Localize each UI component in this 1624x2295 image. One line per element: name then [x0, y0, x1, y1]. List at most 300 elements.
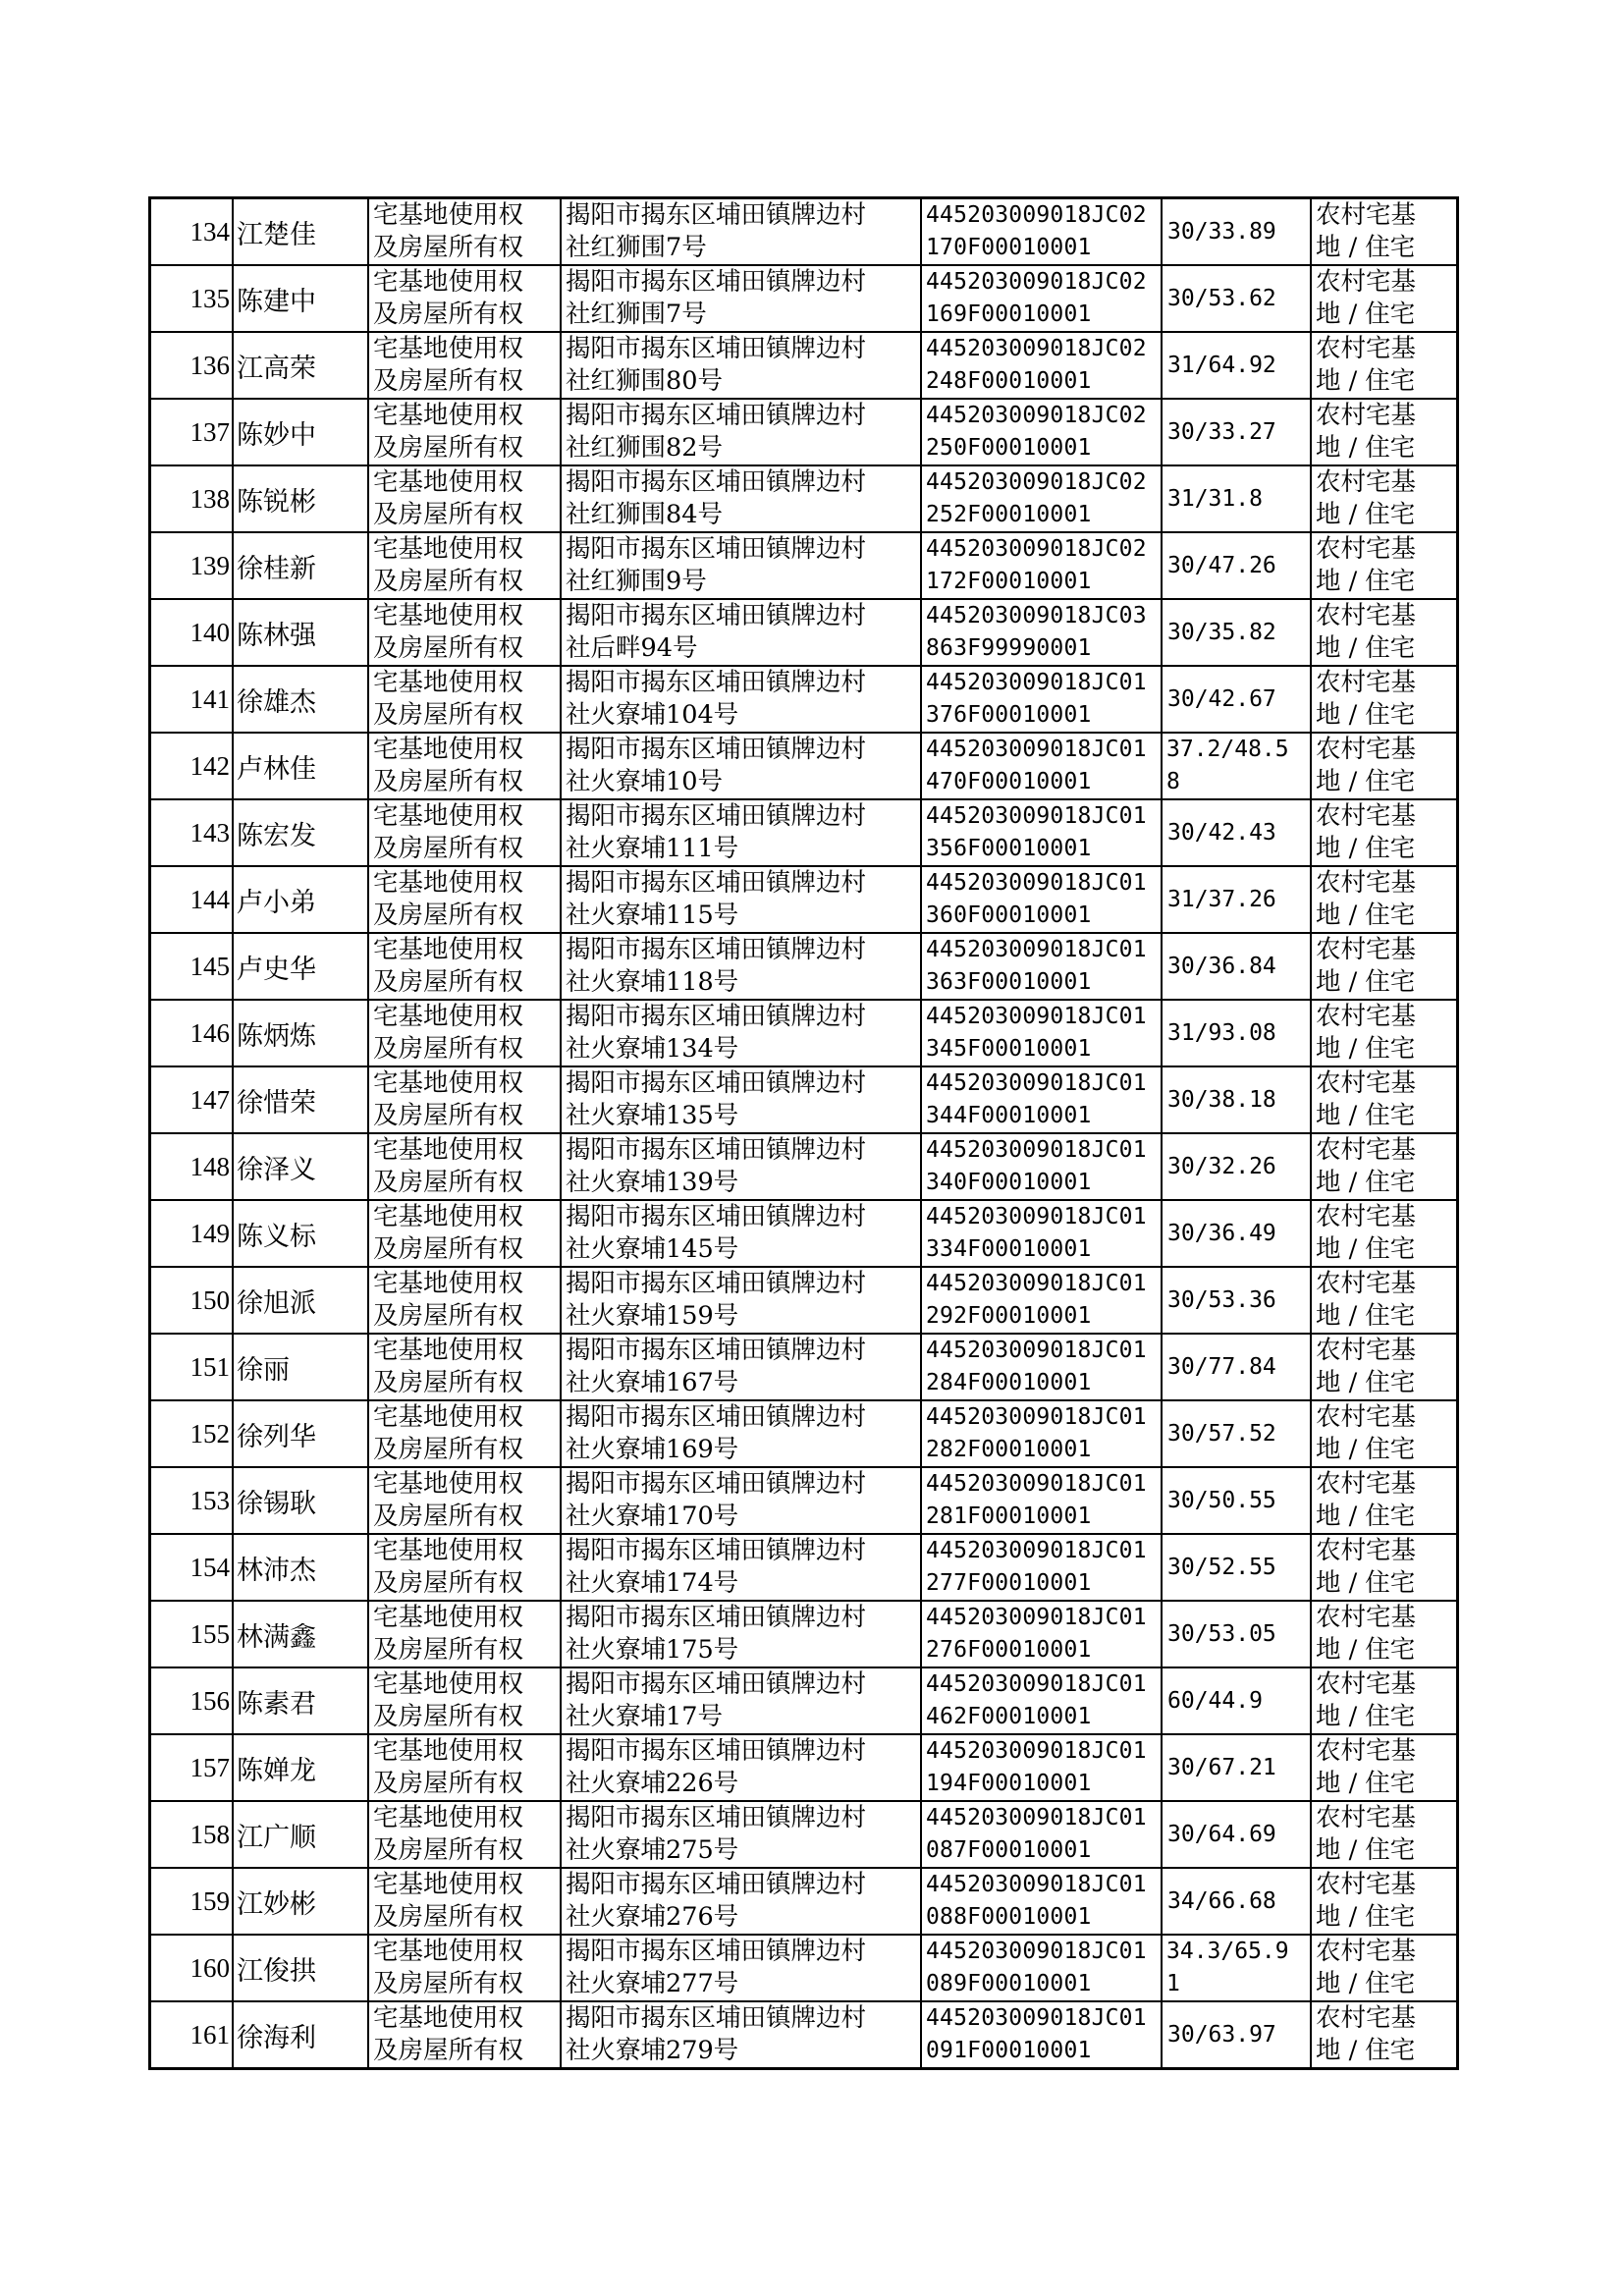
registry-table-body	[150, 198, 1458, 2069]
area-value: 30/33.27	[1167, 419, 1276, 445]
land-use: 农村宅基 地 / 住宅	[1316, 1536, 1417, 1598]
owner-name: 江妙彬	[233, 1868, 368, 1935]
land-use-cell	[1311, 1801, 1458, 1868]
unit-code-cell	[921, 1601, 1162, 1667]
table-row	[150, 1601, 1458, 1667]
land-use: 农村宅基 地 / 住宅	[1316, 1269, 1417, 1331]
owner-name: 陈林强	[233, 599, 368, 666]
property-address: 揭阳市揭东区埔田镇牌边村 社红狮围7号	[566, 200, 867, 262]
property-address-cell	[561, 1200, 921, 1267]
right-type: 宅基地使用权 及房屋所有权	[373, 1536, 524, 1598]
table-row	[150, 1667, 1458, 1734]
right-type: 宅基地使用权 及房屋所有权	[373, 1669, 524, 1731]
owner-name: 卢林佳	[233, 733, 368, 799]
land-use-cell	[1311, 1467, 1458, 1534]
area-value: 30/42.43	[1167, 820, 1276, 846]
property-address-cell	[561, 1868, 921, 1935]
owner-name: 江广顺	[233, 1801, 368, 1868]
land-use-cell	[1311, 733, 1458, 799]
area-value: 30/53.62	[1167, 286, 1276, 311]
owner-name: 徐海利	[233, 2001, 368, 2069]
unit-code: 445203009018JC01 277F00010001	[926, 1538, 1147, 1596]
row-number: 143	[150, 799, 234, 866]
right-type-cell	[368, 866, 561, 933]
land-use-cell	[1311, 1534, 1458, 1601]
table-row	[150, 1534, 1458, 1601]
area-value-cell	[1162, 1734, 1311, 1801]
owner-name: 林沛杰	[233, 1534, 368, 1601]
unit-code-cell	[921, 1935, 1162, 2001]
property-address: 揭阳市揭东区埔田镇牌边村 社火寮埔277号	[566, 1937, 867, 1998]
row-number: 146	[150, 1000, 234, 1066]
unit-code: 445203009018JC01 091F00010001	[926, 2005, 1147, 2063]
property-address: 揭阳市揭东区埔田镇牌边村 社火寮埔226号	[566, 1736, 867, 1798]
land-use: 农村宅基 地 / 住宅	[1316, 1870, 1417, 1932]
area-value: 34.3/65.9 1	[1166, 1939, 1289, 1996]
area-value: 30/77.84	[1167, 1354, 1276, 1380]
unit-code-cell	[921, 532, 1162, 599]
table-row	[150, 1267, 1458, 1334]
table-row	[150, 866, 1458, 933]
land-use-cell	[1311, 399, 1458, 465]
table-row	[150, 1801, 1458, 1868]
property-address: 揭阳市揭东区埔田镇牌边村 社火寮埔170号	[566, 1469, 867, 1531]
unit-code-cell	[921, 666, 1162, 733]
row-number: 139	[150, 532, 234, 599]
owner-name: 徐桂新	[233, 532, 368, 599]
unit-code-cell	[921, 1133, 1162, 1200]
right-type: 宅基地使用权 及房屋所有权	[373, 1469, 524, 1531]
registry-table	[148, 196, 1459, 2070]
right-type: 宅基地使用权 及房屋所有权	[373, 1002, 524, 1064]
right-type: 宅基地使用权 及房屋所有权	[373, 1402, 524, 1464]
property-address: 揭阳市揭东区埔田镇牌边村 社火寮埔139号	[566, 1135, 867, 1197]
property-address: 揭阳市揭东区埔田镇牌边村 社火寮埔118号	[566, 935, 867, 997]
property-address-cell	[561, 666, 921, 733]
table-row	[150, 265, 1458, 332]
property-address-cell	[561, 265, 921, 332]
property-address-cell	[561, 399, 921, 465]
unit-code: 445203009018JC01 194F00010001	[926, 1738, 1147, 1796]
table-row	[150, 198, 1458, 266]
right-type: 宅基地使用权 及房屋所有权	[373, 601, 524, 663]
area-value-cell	[1162, 1467, 1311, 1534]
row-number: 152	[150, 1400, 234, 1467]
right-type: 宅基地使用权 及房屋所有权	[373, 1269, 524, 1331]
property-address: 揭阳市揭东区埔田镇牌边村 社火寮埔111号	[566, 801, 867, 863]
property-address-cell	[561, 1801, 921, 1868]
row-number: 161	[150, 2001, 234, 2069]
property-address-cell	[561, 1935, 921, 2001]
row-number: 158	[150, 1801, 234, 1868]
right-type: 宅基地使用权 及房屋所有权	[373, 334, 524, 396]
area-value-cell	[1162, 1868, 1311, 1935]
land-use-cell	[1311, 532, 1458, 599]
property-address-cell	[561, 1534, 921, 1601]
right-type-cell	[368, 1400, 561, 1467]
property-address-cell	[561, 1066, 921, 1133]
land-use: 农村宅基 地 / 住宅	[1316, 1336, 1417, 1397]
row-number: 160	[150, 1935, 234, 2001]
right-type-cell	[368, 1667, 561, 1734]
right-type: 宅基地使用权 及房屋所有权	[373, 467, 524, 529]
right-type-cell	[368, 1200, 561, 1267]
unit-code-cell	[921, 465, 1162, 532]
area-value-cell	[1162, 1534, 1311, 1601]
right-type: 宅基地使用权 及房屋所有权	[373, 1803, 524, 1865]
unit-code: 445203009018JC01 340F00010001	[926, 1137, 1147, 1195]
land-use-cell	[1311, 1868, 1458, 1935]
unit-code-cell	[921, 1868, 1162, 1935]
land-use: 农村宅基 地 / 住宅	[1316, 1803, 1417, 1865]
land-use: 农村宅基 地 / 住宅	[1316, 1202, 1417, 1264]
right-type: 宅基地使用权 及房屋所有权	[373, 200, 524, 262]
land-use-cell	[1311, 799, 1458, 866]
land-use: 农村宅基 地 / 住宅	[1316, 935, 1417, 997]
table-row	[150, 465, 1458, 532]
right-type: 宅基地使用权 及房屋所有权	[373, 735, 524, 796]
unit-code: 445203009018JC01 470F00010001	[926, 737, 1147, 794]
unit-code-cell	[921, 1734, 1162, 1801]
unit-code: 445203009018JC02 170F00010001	[926, 202, 1147, 260]
right-type-cell	[368, 1267, 561, 1334]
unit-code: 445203009018JC01 087F00010001	[926, 1805, 1147, 1863]
unit-code-cell	[921, 1667, 1162, 1734]
right-type-cell	[368, 265, 561, 332]
right-type-cell	[368, 399, 561, 465]
table-row	[150, 2001, 1458, 2069]
property-address-cell	[561, 532, 921, 599]
right-type-cell	[368, 1534, 561, 1601]
table-row	[150, 1734, 1458, 1801]
owner-name: 徐锡耿	[233, 1467, 368, 1534]
unit-code: 445203009018JC01 344F00010001	[926, 1070, 1147, 1128]
unit-code: 445203009018JC02 250F00010001	[926, 403, 1147, 461]
owner-name: 陈建中	[233, 265, 368, 332]
unit-code-cell	[921, 866, 1162, 933]
area-value: 30/53.05	[1167, 1621, 1276, 1647]
property-address-cell	[561, 799, 921, 866]
area-value: 31/37.26	[1167, 887, 1276, 912]
right-type-cell	[368, 1066, 561, 1133]
area-value-cell	[1162, 198, 1311, 266]
land-use-cell	[1311, 1334, 1458, 1400]
owner-name: 徐雄杰	[233, 666, 368, 733]
owner-name: 林满鑫	[233, 1601, 368, 1667]
right-type: 宅基地使用权 及房屋所有权	[373, 1202, 524, 1264]
table-row	[150, 733, 1458, 799]
row-number: 138	[150, 465, 234, 532]
owner-name: 徐丽	[233, 1334, 368, 1400]
land-use-cell	[1311, 1200, 1458, 1267]
row-number: 153	[150, 1467, 234, 1534]
table-row	[150, 1935, 1458, 2001]
row-number: 149	[150, 1200, 234, 1267]
right-type: 宅基地使用权 及房屋所有权	[373, 1603, 524, 1665]
area-value: 30/63.97	[1167, 2022, 1276, 2048]
property-address: 揭阳市揭东区埔田镇牌边村 社后畔94号	[566, 601, 867, 663]
land-use-cell	[1311, 933, 1458, 1000]
property-address-cell	[561, 1133, 921, 1200]
unit-code-cell	[921, 2001, 1162, 2069]
area-value-cell	[1162, 1334, 1311, 1400]
area-value: 30/53.36	[1167, 1287, 1276, 1313]
land-use: 农村宅基 地 / 住宅	[1316, 200, 1417, 262]
right-type-cell	[368, 1334, 561, 1400]
land-use-cell	[1311, 465, 1458, 532]
property-address: 揭阳市揭东区埔田镇牌边村 社火寮埔145号	[566, 1202, 867, 1264]
row-number: 142	[150, 733, 234, 799]
unit-code: 445203009018JC01 282F00010001	[926, 1404, 1147, 1462]
right-type: 宅基地使用权 及房屋所有权	[373, 935, 524, 997]
unit-code: 445203009018JC01 281F00010001	[926, 1471, 1147, 1529]
row-number: 150	[150, 1267, 234, 1334]
row-number: 151	[150, 1334, 234, 1400]
owner-name: 江楚佳	[233, 198, 368, 266]
land-use: 农村宅基 地 / 住宅	[1316, 1937, 1417, 1998]
property-address-cell	[561, 866, 921, 933]
area-value-cell	[1162, 799, 1311, 866]
land-use: 农村宅基 地 / 住宅	[1316, 2003, 1417, 2065]
right-type-cell	[368, 1467, 561, 1534]
unit-code: 445203009018JC01 376F00010001	[926, 670, 1147, 728]
property-address-cell	[561, 198, 921, 266]
property-address-cell	[561, 1000, 921, 1066]
unit-code: 445203009018JC01 089F00010001	[926, 1939, 1147, 1996]
land-use: 农村宅基 地 / 住宅	[1316, 668, 1417, 730]
property-address: 揭阳市揭东区埔田镇牌边村 社火寮埔169号	[566, 1402, 867, 1464]
land-use: 农村宅基 地 / 住宅	[1316, 534, 1417, 596]
unit-code-cell	[921, 1200, 1162, 1267]
land-use-cell	[1311, 1000, 1458, 1066]
unit-code-cell	[921, 599, 1162, 666]
unit-code: 445203009018JC01 334F00010001	[926, 1204, 1147, 1262]
area-value-cell	[1162, 1133, 1311, 1200]
unit-code: 445203009018JC02 172F00010001	[926, 536, 1147, 594]
area-value: 31/64.92	[1167, 353, 1276, 378]
land-use-cell	[1311, 1267, 1458, 1334]
right-type-cell	[368, 1801, 561, 1868]
area-value: 30/32.26	[1167, 1154, 1276, 1179]
unit-code: 445203009018JC01 345F00010001	[926, 1004, 1147, 1062]
area-value-cell	[1162, 1267, 1311, 1334]
row-number: 145	[150, 933, 234, 1000]
property-address: 揭阳市揭东区埔田镇牌边村 社火寮埔134号	[566, 1002, 867, 1064]
unit-code: 445203009018JC01 462F00010001	[926, 1671, 1147, 1729]
table-row	[150, 1066, 1458, 1133]
land-use-cell	[1311, 599, 1458, 666]
area-value: 30/67.21	[1167, 1755, 1276, 1780]
area-value: 31/93.08	[1167, 1020, 1276, 1046]
land-use-cell	[1311, 1601, 1458, 1667]
right-type: 宅基地使用权 及房屋所有权	[373, 1870, 524, 1932]
land-use: 农村宅基 地 / 住宅	[1316, 267, 1417, 329]
area-value-cell	[1162, 1601, 1311, 1667]
area-value: 60/44.9	[1167, 1688, 1263, 1714]
area-value: 30/50.55	[1167, 1488, 1276, 1513]
area-value-cell	[1162, 1066, 1311, 1133]
land-use-cell	[1311, 2001, 1458, 2069]
property-address-cell	[561, 2001, 921, 2069]
land-use-cell	[1311, 1734, 1458, 1801]
right-type: 宅基地使用权 及房屋所有权	[373, 534, 524, 596]
property-address: 揭阳市揭东区埔田镇牌边村 社火寮埔175号	[566, 1603, 867, 1665]
table-row	[150, 1334, 1458, 1400]
right-type-cell	[368, 465, 561, 532]
property-address: 揭阳市揭东区埔田镇牌边村 社红狮围84号	[566, 467, 867, 529]
row-number: 135	[150, 265, 234, 332]
area-value-cell	[1162, 332, 1311, 399]
right-type-cell	[368, 2001, 561, 2069]
unit-code-cell	[921, 1066, 1162, 1133]
area-value: 30/52.55	[1167, 1555, 1276, 1580]
unit-code: 445203009018JC01 363F00010001	[926, 937, 1147, 995]
right-type-cell	[368, 933, 561, 1000]
right-type: 宅基地使用权 及房屋所有权	[373, 801, 524, 863]
table-row	[150, 399, 1458, 465]
owner-name: 陈婵龙	[233, 1734, 368, 1801]
property-address: 揭阳市揭东区埔田镇牌边村 社火寮埔115号	[566, 868, 867, 930]
land-use: 农村宅基 地 / 住宅	[1316, 1002, 1417, 1064]
owner-name: 陈炳炼	[233, 1000, 368, 1066]
land-use-cell	[1311, 1400, 1458, 1467]
table-row	[150, 1868, 1458, 1935]
land-use: 农村宅基 地 / 住宅	[1316, 735, 1417, 796]
right-type: 宅基地使用权 及房屋所有权	[373, 1736, 524, 1798]
property-address: 揭阳市揭东区埔田镇牌边村 社火寮埔10号	[566, 735, 867, 796]
right-type: 宅基地使用权 及房屋所有权	[373, 401, 524, 463]
row-number: 159	[150, 1868, 234, 1935]
unit-code-cell	[921, 332, 1162, 399]
unit-code-cell	[921, 799, 1162, 866]
right-type: 宅基地使用权 及房屋所有权	[373, 1336, 524, 1397]
right-type-cell	[368, 599, 561, 666]
property-address: 揭阳市揭东区埔田镇牌边村 社红狮围80号	[566, 334, 867, 396]
right-type-cell	[368, 1868, 561, 1935]
land-use: 农村宅基 地 / 住宅	[1316, 401, 1417, 463]
land-use: 农村宅基 地 / 住宅	[1316, 1669, 1417, 1731]
area-value-cell	[1162, 399, 1311, 465]
unit-code: 445203009018JC01 292F00010001	[926, 1271, 1147, 1329]
unit-code-cell	[921, 1467, 1162, 1534]
property-address: 揭阳市揭东区埔田镇牌边村 社红狮围9号	[566, 534, 867, 596]
area-value: 30/33.89	[1167, 219, 1276, 245]
row-number: 156	[150, 1667, 234, 1734]
property-address-cell	[561, 465, 921, 532]
unit-code: 445203009018JC01 284F00010001	[926, 1338, 1147, 1395]
table-row	[150, 532, 1458, 599]
row-number: 157	[150, 1734, 234, 1801]
land-use: 农村宅基 地 / 住宅	[1316, 1603, 1417, 1665]
right-type-cell	[368, 666, 561, 733]
property-address: 揭阳市揭东区埔田镇牌边村 社红狮围82号	[566, 401, 867, 463]
property-address: 揭阳市揭东区埔田镇牌边村 社火寮埔279号	[566, 2003, 867, 2065]
owner-name: 徐列华	[233, 1400, 368, 1467]
land-use: 农村宅基 地 / 住宅	[1316, 601, 1417, 663]
right-type: 宅基地使用权 及房屋所有权	[373, 668, 524, 730]
right-type: 宅基地使用权 及房屋所有权	[373, 868, 524, 930]
area-value: 37.2/48.5 8	[1166, 737, 1289, 794]
land-use: 农村宅基 地 / 住宅	[1316, 868, 1417, 930]
right-type: 宅基地使用权 及房屋所有权	[373, 1937, 524, 1998]
area-value: 30/38.18	[1167, 1087, 1276, 1113]
area-value: 30/36.84	[1167, 954, 1276, 979]
unit-code: 445203009018JC01 088F00010001	[926, 1872, 1147, 1930]
area-value-cell	[1162, 532, 1311, 599]
unit-code: 445203009018JC03 863F99990001	[926, 603, 1147, 661]
unit-code: 445203009018JC01 360F00010001	[926, 870, 1147, 928]
land-use-cell	[1311, 1133, 1458, 1200]
table-row	[150, 1000, 1458, 1066]
unit-code-cell	[921, 399, 1162, 465]
area-value: 30/36.49	[1167, 1221, 1276, 1246]
table-row	[150, 1200, 1458, 1267]
area-value: 30/57.52	[1167, 1421, 1276, 1447]
right-type-cell	[368, 332, 561, 399]
property-address-cell	[561, 1267, 921, 1334]
land-use-cell	[1311, 1935, 1458, 2001]
land-use: 农村宅基 地 / 住宅	[1316, 1736, 1417, 1798]
right-type-cell	[368, 799, 561, 866]
land-use: 农村宅基 地 / 住宅	[1316, 467, 1417, 529]
row-number: 155	[150, 1601, 234, 1667]
property-address: 揭阳市揭东区埔田镇牌边村 社红狮围7号	[566, 267, 867, 329]
land-use-cell	[1311, 866, 1458, 933]
property-address: 揭阳市揭东区埔田镇牌边村 社火寮埔17号	[566, 1669, 867, 1731]
row-number: 136	[150, 332, 234, 399]
unit-code: 445203009018JC02 248F00010001	[926, 336, 1147, 394]
land-use: 农村宅基 地 / 住宅	[1316, 1068, 1417, 1130]
property-address-cell	[561, 1467, 921, 1534]
area-value-cell	[1162, 1000, 1311, 1066]
unit-code-cell	[921, 1801, 1162, 1868]
area-value-cell	[1162, 1200, 1311, 1267]
unit-code-cell	[921, 1000, 1162, 1066]
property-address: 揭阳市揭东区埔田镇牌边村 社火寮埔135号	[566, 1068, 867, 1130]
area-value-cell	[1162, 866, 1311, 933]
table-row	[150, 599, 1458, 666]
unit-code-cell	[921, 198, 1162, 266]
right-type-cell	[368, 1935, 561, 2001]
right-type-cell	[368, 733, 561, 799]
row-number: 137	[150, 399, 234, 465]
right-type-cell	[368, 1601, 561, 1667]
right-type-cell	[368, 198, 561, 266]
unit-code-cell	[921, 733, 1162, 799]
land-use-cell	[1311, 198, 1458, 266]
property-address: 揭阳市揭东区埔田镇牌边村 社火寮埔167号	[566, 1336, 867, 1397]
land-use: 农村宅基 地 / 住宅	[1316, 1402, 1417, 1464]
property-address-cell	[561, 933, 921, 1000]
property-address-cell	[561, 332, 921, 399]
property-address: 揭阳市揭东区埔田镇牌边村 社火寮埔159号	[566, 1269, 867, 1331]
owner-name: 卢小弟	[233, 866, 368, 933]
row-number: 154	[150, 1534, 234, 1601]
property-address-cell	[561, 1400, 921, 1467]
table-row	[150, 1400, 1458, 1467]
area-value-cell	[1162, 2001, 1311, 2069]
area-value: 30/42.67	[1167, 686, 1276, 712]
right-type-cell	[368, 1734, 561, 1801]
area-value-cell	[1162, 1935, 1311, 2001]
owner-name: 陈妙中	[233, 399, 368, 465]
owner-name: 卢史华	[233, 933, 368, 1000]
land-use: 农村宅基 地 / 住宅	[1316, 801, 1417, 863]
unit-code-cell	[921, 933, 1162, 1000]
area-value-cell	[1162, 599, 1311, 666]
right-type: 宅基地使用权 及房屋所有权	[373, 2003, 524, 2065]
area-value-cell	[1162, 1400, 1311, 1467]
